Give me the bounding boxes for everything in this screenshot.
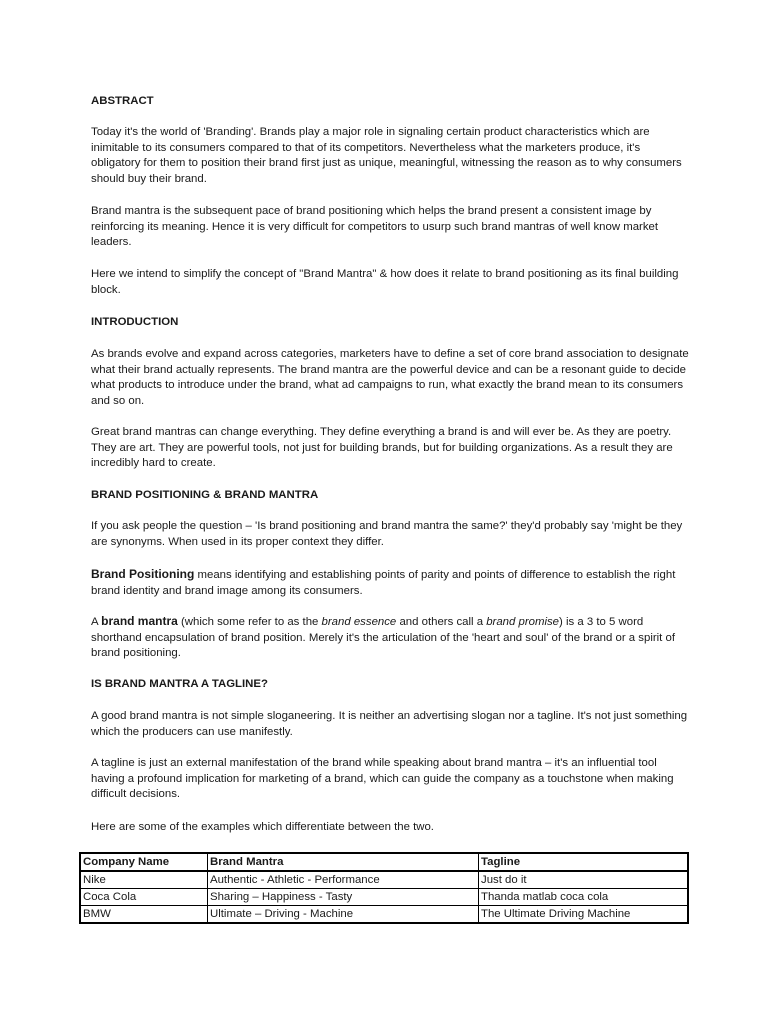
table-row [80, 906, 688, 924]
abstract-paragraph-3: Here we intend to simplify the concept of "Brand Mantra" & how does it relate to brand positioning as its final building block. [91, 268, 679, 296]
cell-tagline: The Ultimate Driving Machine [479, 906, 689, 924]
introduction-heading: INTRODUCTION [91, 316, 179, 328]
introduction-paragraph-2: Great brand mantras can change everything. They define everything a brand is and will ever be. As they are poetry. They are art. They are powerful tools, not just for building brands, but for building organizations. As a result they are incredibly hard to create. [91, 426, 673, 470]
table-row [80, 889, 688, 906]
cell-tagline: Thanda matlab coca cola [479, 889, 689, 906]
tagline-heading: IS BRAND MANTRA A TAGLINE? [91, 678, 268, 690]
brand-examples-table [79, 852, 689, 924]
positioning-heading: BRAND POSITIONING & BRAND MANTRA [91, 489, 319, 501]
brand-promise-term: brand promise [486, 616, 560, 628]
header-brand-mantra: Brand Mantra [208, 853, 479, 871]
header-tagline: Tagline [479, 853, 689, 871]
positioning-paragraph-2: Brand Positioning means identifying and establishing points of parity and points of difference to establish the right brand identity and brand image among its consumers. [91, 567, 676, 597]
header-company-name: Company Name [80, 853, 208, 871]
cell-mantra: Ultimate – Driving - Machine [208, 906, 479, 924]
table-header-row [80, 853, 688, 871]
abstract-paragraph-2: Brand mantra is the subsequent pace of brand positioning which helps the brand present a consistent image by reinforcing its meaning. Hence it is very difficult for competitors to usurp such brand mantras of well know market leaders. [91, 205, 659, 249]
cell-company: Coca Cola [80, 889, 208, 906]
tagline-paragraph-2: A tagline is just an external manifestation of the brand while speaking about brand mantra – it's an influential tool having a profound implication for marketing of a brand, which can guide the company as a touchstone when making difficult decisions. [91, 757, 674, 801]
brand-positioning-term: Brand Positioning [91, 567, 195, 581]
introduction-paragraph-1: As brands evolve and expand across categories, marketers have to define a set of core brand association to designate what their brand actually represents. The brand mantra are the powerful device and can be a resonant guide to decide what products to introduce under the brand, what ad campaigns to run, what exactly the brand mean to its consumers and so on. [91, 348, 689, 407]
cell-mantra: Authentic - Athletic - Performance [208, 871, 479, 889]
abstract-paragraph-1: Today it's the world of 'Branding'. Brands play a major role in signaling certain product characteristics which are inimitable to its consumers compared to that of its competitors. Nevertheless what the marketers produce, it's obligatory for them to position their brand first just as unique, meaningful, witnessing the reason as to why consumers should buy their brand. [91, 126, 682, 185]
brand-mantra-term: brand mantra [101, 614, 178, 628]
positioning-paragraph-3: A brand mantra (which some refer to as the brand essence and others call a brand promise) is a 3 to 5 word shorthand encapsulation of brand position. Merely it's the articulation of the 'heart and soul' of the brand or a spirit of brand positioning. [91, 614, 675, 660]
cell-tagline: Just do it [479, 871, 689, 889]
cell-company: BMW [80, 906, 208, 924]
abstract-heading: ABSTRACT [91, 95, 154, 107]
cell-company: Nike [80, 871, 208, 889]
tagline-paragraph-1: A good brand mantra is not simple sloganeering. It is neither an advertising slogan nor a tagline. It's not just something which the producers can use manifestly. [91, 710, 688, 738]
cell-mantra: Sharing – Happiness - Tasty [208, 889, 479, 906]
tagline-paragraph-3: Here are some of the examples which differentiate between the two. [91, 821, 434, 833]
brand-essence-term: brand essence [321, 616, 397, 628]
positioning-paragraph-1: If you ask people the question – 'Is brand positioning and brand mantra the same?' they'd probably say 'might be they are synonyms. When used in its proper context they differ. [91, 520, 683, 548]
table-row [80, 871, 688, 889]
